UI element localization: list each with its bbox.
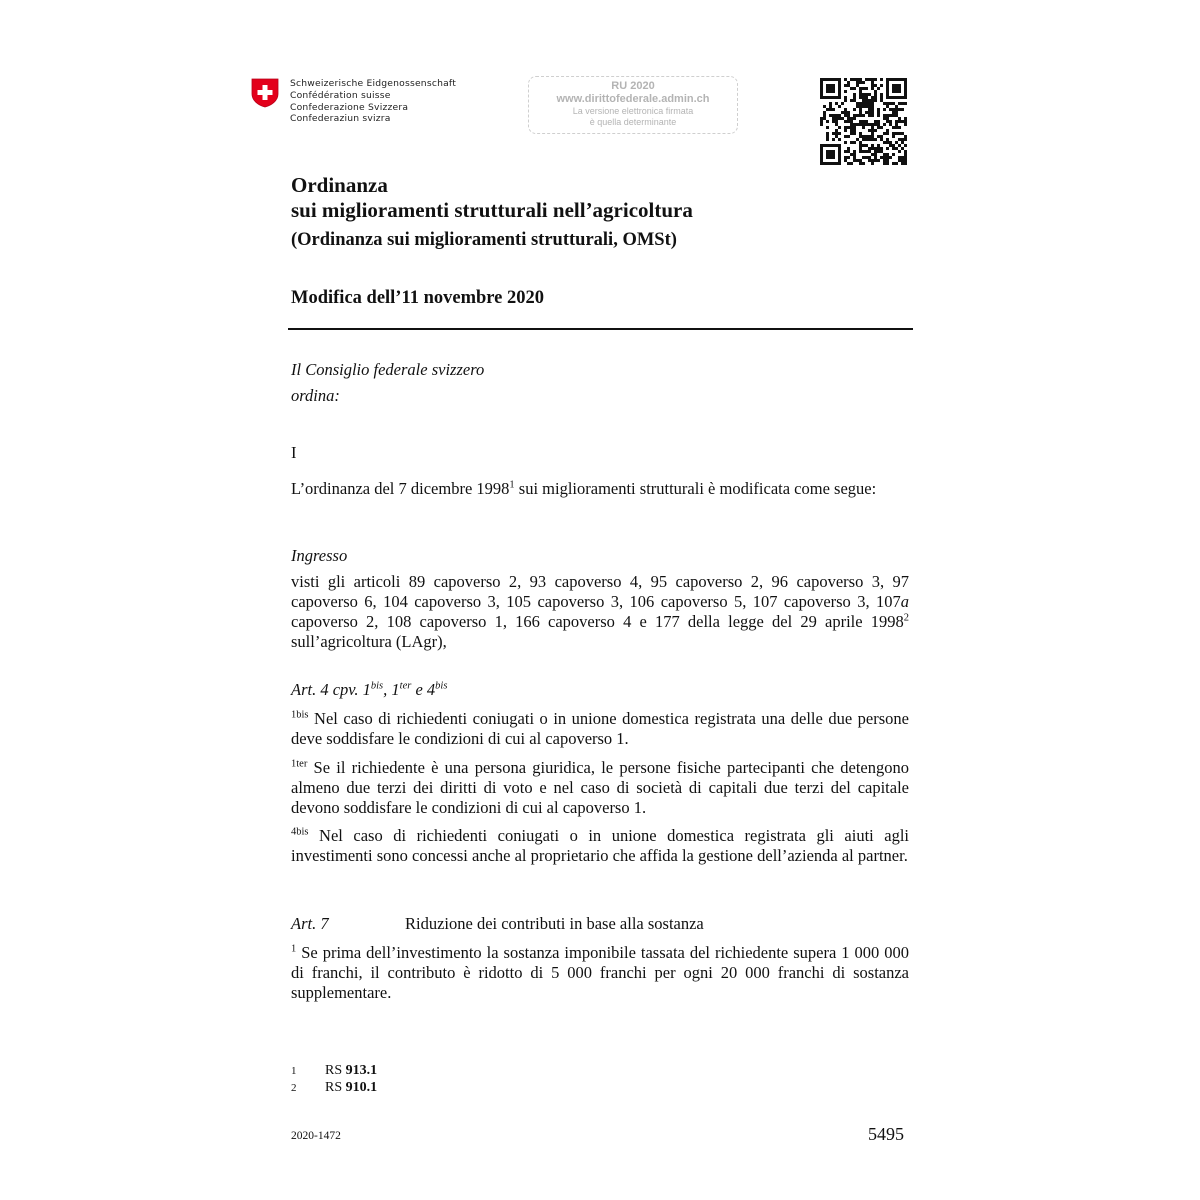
paragraph-text: Nel caso di richiedenti coniugati o in unione domestica registrata gli aiuti agli investimenti sono concessi anche al proprietario che affida la gestione dell’azienda al partner. bbox=[291, 826, 909, 865]
art4-paragraph-1bis bbox=[291, 709, 909, 749]
enacting-clause: ordina: bbox=[291, 386, 340, 405]
ingresso-text-c: sull’agricoltura (LAgr), bbox=[291, 632, 447, 651]
art4-paragraph-1ter bbox=[291, 758, 909, 818]
paragraph-number: 1 bbox=[291, 943, 297, 955]
paragraph-text: Se prima dell’investimento la sostanza imponibile tassata del richiedente supera 1 000 000 di franchi, il contributo è ridotto di 5 000 franchi per ogni 20 000 franchi di sostanza supplementare. bbox=[291, 943, 909, 1002]
confederation-name-fr: Confédération suisse bbox=[290, 89, 391, 101]
footnote-ref-1[interactable]: 1 bbox=[509, 479, 515, 491]
section-number: I bbox=[291, 443, 297, 462]
confederation-name-it: Confederazione Svizzera bbox=[290, 101, 409, 113]
art4-heading-c: e 4 bbox=[411, 680, 436, 699]
stamp-note-2: è quella determinante bbox=[589, 117, 677, 127]
official-publication-stamp bbox=[528, 76, 738, 134]
paragraph-text: Se il richiedente è una persona giuridica, le persone fisiche partecipanti che detengono almeno due terzi dei diritti di voto e nel caso di società di capitali due terzi del capitale devono soddisfare le condizioni di cui al capoverso 1. bbox=[291, 758, 909, 817]
paragraph-number: 1bis bbox=[291, 709, 309, 721]
footnote-number: 1 bbox=[291, 1065, 297, 1077]
footnote-link[interactable]: 913.1 bbox=[345, 1063, 378, 1078]
document-code: 2020-1472 bbox=[291, 1130, 341, 1142]
art7-label: Art. 7 bbox=[291, 914, 329, 933]
art7-paragraph-1 bbox=[291, 943, 909, 1003]
footnote-2 bbox=[291, 1080, 377, 1096]
confederation-name-de: Schweizerische Eidgenossenschaft bbox=[290, 78, 456, 89]
ingresso-text-b: capoverso 2, 108 capoverso 1, 166 capoverso 4 e 177 della legge del 29 aprile 1998 bbox=[291, 612, 904, 631]
art4-paragraph-4bis bbox=[291, 826, 909, 866]
footnote-ref-2[interactable]: 2 bbox=[903, 612, 909, 624]
art4-heading-sup1: bis bbox=[370, 680, 384, 692]
footnote-prefix: RS bbox=[325, 1080, 346, 1095]
art4-heading-a: Art. 4 cpv. 1 bbox=[291, 680, 371, 699]
title-line-1: Ordinanza bbox=[291, 173, 388, 197]
intro-text-b: sui miglioramenti strutturali è modificata come segue: bbox=[514, 479, 877, 498]
page-number: 5495 bbox=[868, 1124, 904, 1144]
paragraph-number: 4bis bbox=[291, 826, 309, 838]
title-line-2: sui miglioramenti strutturali nell’agricoltura bbox=[291, 198, 693, 222]
swiss-flag-icon bbox=[251, 78, 279, 108]
footnote-prefix: RS bbox=[325, 1063, 346, 1078]
art7-title: Riduzione dei contributi in base alla sostanza bbox=[405, 914, 704, 933]
amendment-date: Modifica dell’11 novembre 2020 bbox=[291, 288, 544, 308]
art4-heading-sup2: ter bbox=[399, 680, 412, 692]
stamp-url: www.dirittofederale.admin.ch bbox=[556, 93, 710, 105]
ingresso-paragraph bbox=[291, 572, 909, 652]
art4-heading-b: , 1 bbox=[383, 680, 400, 699]
art4-heading bbox=[291, 680, 447, 700]
paragraph-number: 1ter bbox=[291, 758, 308, 770]
footnote-number: 2 bbox=[291, 1082, 297, 1094]
stamp-collection: RU 2020 bbox=[611, 80, 655, 92]
qr-code-icon bbox=[820, 78, 907, 165]
title-divider bbox=[288, 328, 913, 330]
intro-text-a: L’ordinanza del 7 dicembre 1998 bbox=[291, 479, 510, 498]
ingresso-heading: Ingresso bbox=[291, 546, 348, 565]
footnote-link[interactable]: 910.1 bbox=[345, 1080, 378, 1095]
stamp-note-1: La versione elettronica firmata bbox=[572, 106, 694, 116]
art4-heading-sup3: bis bbox=[435, 680, 448, 692]
intro-paragraph bbox=[291, 479, 909, 499]
ingresso-text-a: visti gli articoli 89 capoverso 2, 93 capoverso 4, 95 capoverso 2, 96 capoverso 3, 97 capoverso 6, 104 capoverso 3, 105 capoverso 3, 106 capoverso 5, 107 capoverso 3, 107 bbox=[291, 572, 909, 611]
footnote-1 bbox=[291, 1063, 377, 1079]
issuing-authority: Il Consiglio federale svizzero bbox=[291, 360, 485, 379]
confederation-name-rm: Confederaziun svizra bbox=[290, 113, 391, 125]
paragraph-text: Nel caso di richiedenti coniugati o in unione domestica registrata una delle due persone deve soddisfare le condizioni di cui al capoverso 1. bbox=[291, 709, 909, 748]
ingresso-text-italic: a bbox=[900, 592, 909, 611]
short-title: (Ordinanza sui miglioramenti strutturali, OMSt) bbox=[291, 230, 677, 250]
confederation-names bbox=[290, 78, 456, 125]
